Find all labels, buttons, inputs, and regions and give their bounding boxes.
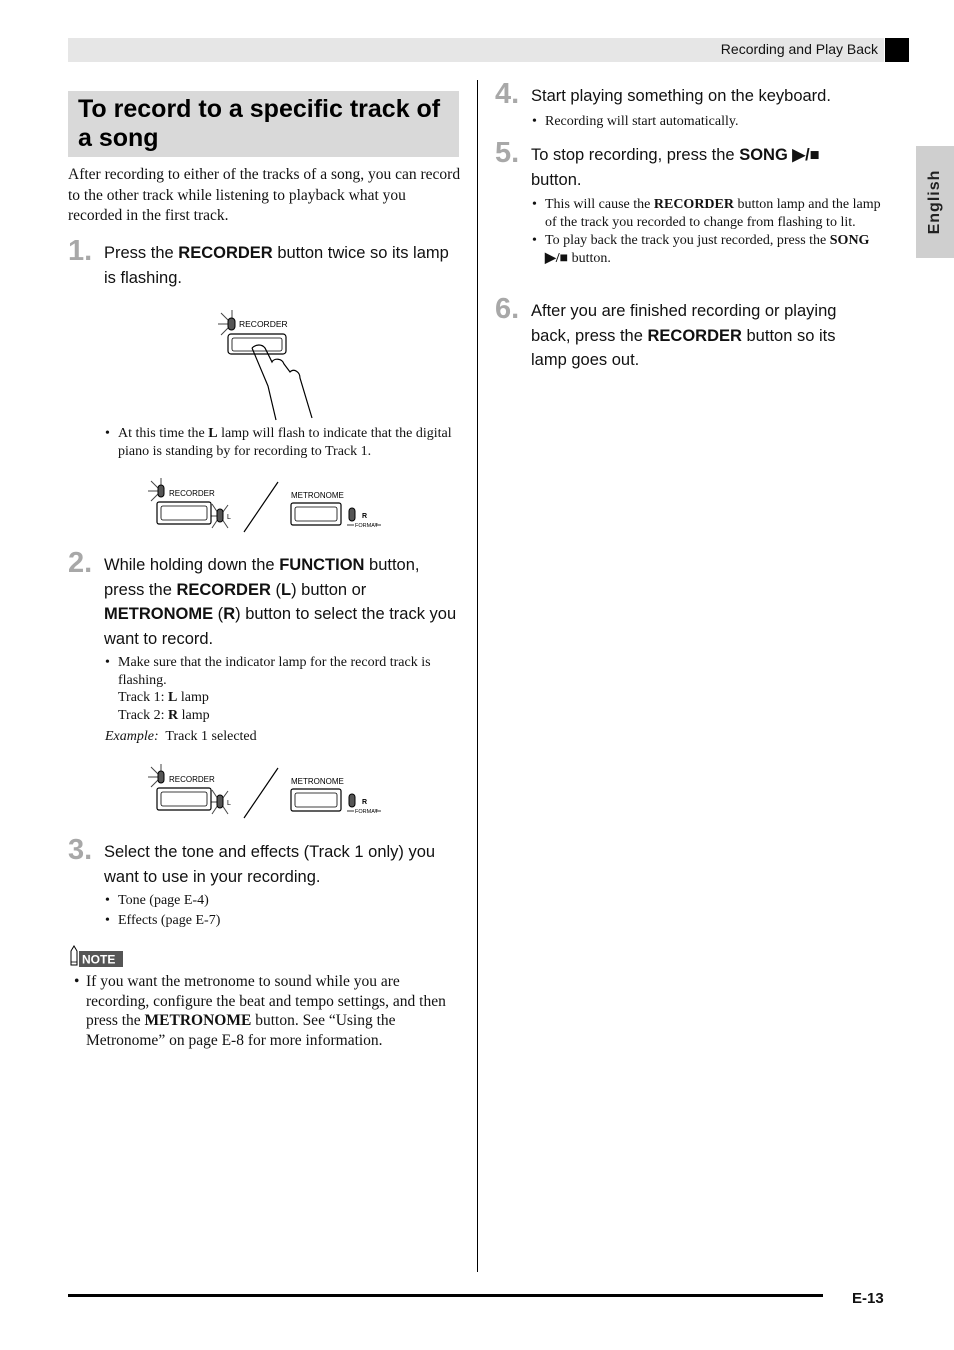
svg-text:RECORDER: RECORDER [169,775,215,784]
recorder-lamp [228,318,235,330]
language-tab-label: English [926,169,943,235]
step-3-bullets [105,892,460,929]
note-item: • If you want the metronome to sound while you are recording, configure the beat and tempo settings, and then press the METRONOME button. See “Using the Metronome” on page E-8 for more information. [74,972,459,1050]
step-4-text: Start playing something on the keyboard. [531,87,831,105]
header-marker [885,38,909,62]
step-5-number: 5. [495,137,520,169]
bullet-item: • Tone (page E-4) [105,892,460,910]
svg-text:METRONOME: METRONOME [291,777,344,786]
step-1-number: 1. [68,235,93,267]
intro-paragraph: After recording to either of the tracks of a song, you can record to the other track while listening to playback what you recorded in the first track. [68,166,461,224]
recorder-label: RECORDER [239,319,288,329]
recorder-button [157,502,211,524]
recorder-press-figure [208,300,328,422]
footer-rule [68,1294,823,1297]
r-lamp [349,508,355,521]
svg-text:R: R [362,513,368,520]
step-1-bullets [105,425,460,460]
separator-slash [244,482,278,532]
step-5-bullets [532,196,887,267]
step-4-number: 4. [495,78,520,110]
metronome-button [291,789,341,811]
step-5-text: To stop recording, press the SONG ▶/■ button. [531,146,820,189]
l-lamp [217,509,223,522]
step-1-text: Press the RECORDER button twice so its lamp is flashing. [104,244,449,287]
bullet-item: • At this time the L lamp will flash to indicate that the digital piano is standing by for recording to Track 1. [105,425,460,460]
step-2-bullets [105,654,460,689]
section-title: To record to a specific track of a song [68,91,459,157]
step-4-bullets [532,113,887,131]
bullet-item: • Make sure that the indicator lamp for the record track is flashing. [105,654,460,689]
l-lamp [217,795,223,808]
bullet-item: • Effects (page E-7) [105,912,460,930]
recorder-button [157,788,211,810]
column-divider [477,80,478,1272]
track-2-line: Track 2: R lamp [118,708,210,723]
track-1-line: Track 1: L lamp [118,690,209,705]
bullet-item: • This will cause the RECORDER button lamp and the lamp of the track you recorded to change from flashing to lit. [532,196,887,231]
step-6-number: 6. [495,293,520,325]
step-3-number: 3. [68,834,93,866]
step-3-text: Select the tone and effects (Track 1 only) you want to use in your recording. [104,843,436,886]
hand-icon [252,345,312,420]
bullet-item: • Recording will start automatically. [532,113,887,131]
bullet-item: • To play back the track you just recorded, press the SONG ▶/■ button. [532,232,887,267]
track-lamp-figure-2 [140,758,390,822]
svg-text:R: R [362,799,368,806]
recorder-lamp [158,485,164,497]
recorder-lamp [158,771,164,783]
step-2-text: While holding down the FUNCTION button, press the RECORDER (L) button or METRONOME (R) button to select the track you want to record. [104,556,457,648]
metronome-button [291,503,341,525]
step-2-number: 2. [68,547,93,579]
separator-slash [244,768,278,818]
svg-text:RECORDER: RECORDER [169,489,215,498]
header-title: Recording and Play Back [720,41,878,57]
svg-text:FORMAT: FORMAT [355,523,378,529]
svg-text:FORMAT: FORMAT [355,809,378,815]
svg-text:L: L [227,514,231,521]
note-icon [68,945,128,969]
note-list [74,972,459,1050]
r-lamp [349,794,355,807]
svg-text:METRONOME: METRONOME [291,491,344,500]
example-line: Example: Track 1 selected [105,729,257,744]
language-tab [916,146,954,258]
svg-text:L: L [227,800,231,807]
track-lamp-figure-1 [140,472,390,536]
page-number: E-13 [852,1290,884,1307]
step-6-text: After you are finished recording or playing back, press the RECORDER button so its lamp goes out. [531,302,837,369]
svg-text:NOTE: NOTE [82,952,116,967]
